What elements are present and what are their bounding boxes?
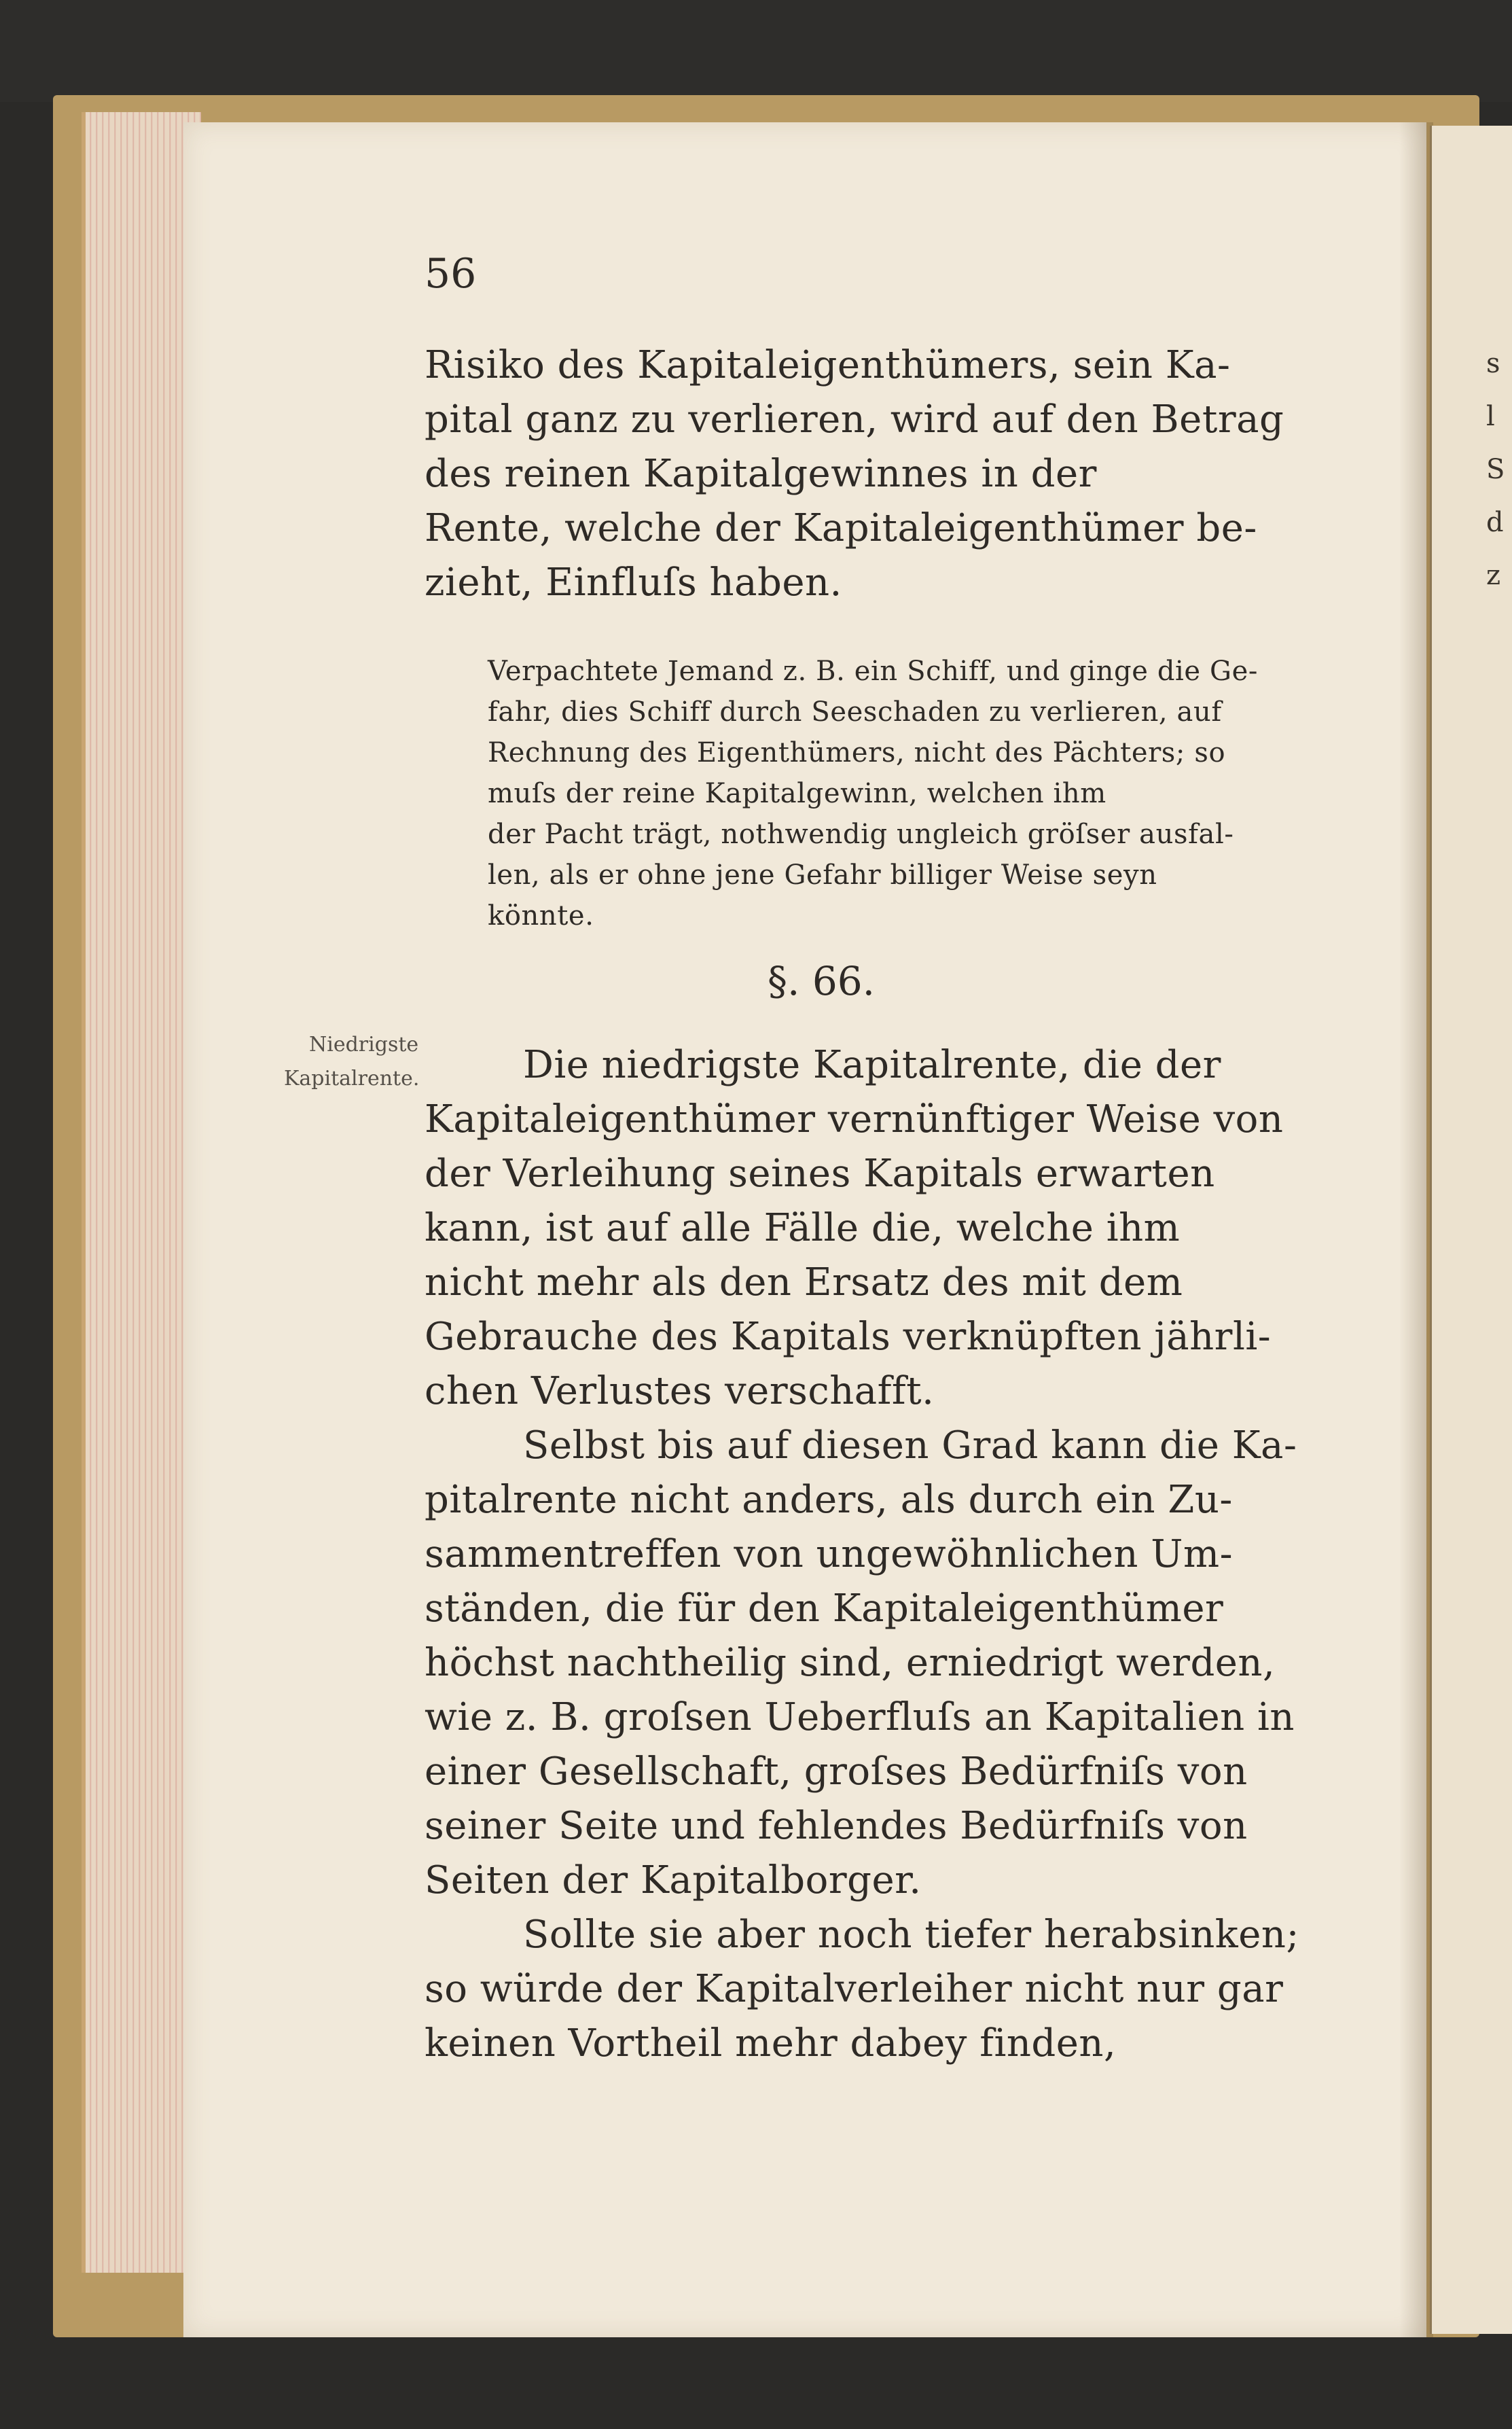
marginal-note-line: Kapitalrente. [284,1067,420,1091]
text-line: der Verleihung seines Kapitals erwarten [425,1152,1215,1196]
text-line: einer Gesellschaft, groſses Bedürfniſs von [425,1750,1248,1794]
text-line: pitalrente nicht anders, als durch ein Zu- [425,1478,1233,1522]
footnote-line: fahr, dies Schiff durch Seeschaden zu verlieren, auf [488,696,1222,728]
marginal-note-line: Niedrigste [309,1033,419,1057]
page-number: 56 [425,250,477,298]
text-line: sammentreffen von ungewöhnlichen Um- [425,1532,1234,1576]
footnote-line: Rechnung des Eigenthümers, nicht des Pächters; so [488,737,1226,768]
text-line: Sollte sie aber noch tiefer herabsinken; [523,1913,1299,1957]
footnote-line: der Pacht trägt, nothwendig ungleich gröſser ausfal- [488,819,1234,850]
text-line: Selbst bis auf diesen Grad kann die Ka- [523,1423,1297,1468]
text-line: Seiten der Kapitalborger. [425,1858,922,1902]
text-line: ständen, die für den Kapitaleigenthümer [425,1586,1224,1631]
text-line: kann, ist auf alle Fälle die, welche ihm [425,1206,1181,1250]
page-gutter [1399,122,1433,2337]
text-line: chen Verlustes verschafft. [425,1369,935,1413]
text-line: wie z. B. groſsen Ueberfluſs an Kapitalien in [425,1695,1295,1739]
footnote-line: Verpachtete Jemand z. B. ein Schiff, und ginge die Ge- [488,656,1258,687]
text-line: Gebrauche des Kapitals verknüpften jährli- [425,1315,1272,1359]
next-page-fragment: d [1486,507,1504,538]
text-line: Kapitaleigenthümer vernünftiger Weise von [425,1097,1284,1141]
next-page-fragment: s [1486,348,1500,379]
text-line: des reinen Kapitalgewinnes in der [425,452,1097,496]
next-page-fragment: z [1486,560,1501,591]
footnote-line: muſs der reine Kapitalgewinn, welchen ihm [488,778,1106,809]
text-line: Risiko des Kapitaleigenthümers, sein Ka- [425,343,1231,387]
text-line: nicht mehr als den Ersatz des mit dem [425,1260,1183,1305]
section-heading: §. 66. [768,958,876,1004]
footnote-line: len, als er ohne jene Gefahr billiger Weise seyn [488,859,1157,891]
text-line: pital ganz zu verlieren, wird auf den Betrag [425,397,1284,442]
next-page-fragment: l [1486,401,1495,432]
text-line: Rente, welche der Kapitaleigenthümer be- [425,506,1257,550]
text-line: Die niedrigste Kapitalrente, die der [523,1043,1221,1087]
text-line: so würde der Kapitalverleiher nicht nur gar [425,1967,1284,2011]
backdrop [0,0,1512,102]
next-page-fragment: S [1486,454,1505,485]
text-line: zieht, Einfluſs haben. [425,561,842,605]
text-line: höchst nachtheilig sind, erniedrigt werden, [425,1641,1276,1685]
footnote-line: könnte. [488,900,594,932]
text-line: keinen Vortheil mehr dabey finden, [425,2021,1117,2065]
text-line: seiner Seite und fehlendes Bedürfniſs von [425,1804,1248,1848]
